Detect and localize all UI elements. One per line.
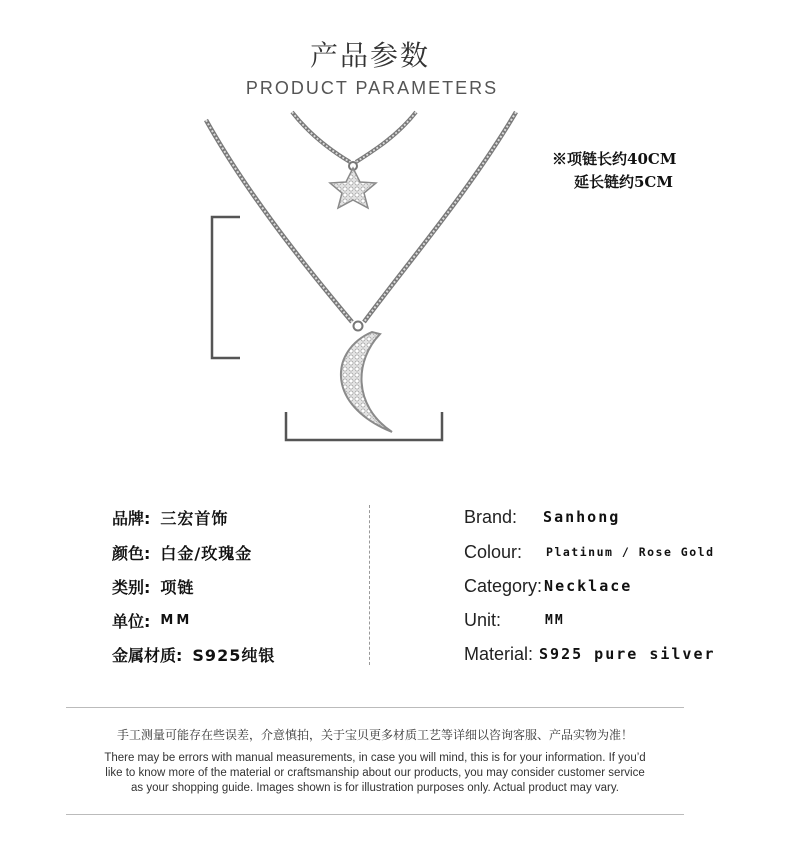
moon-pendant-icon xyxy=(341,322,392,433)
spec-value: 三宏首饰 xyxy=(160,508,229,528)
spec-value: Sanhong xyxy=(543,508,621,526)
disclaimer-top-rule xyxy=(66,707,684,708)
spec-label: Unit: xyxy=(464,609,502,630)
spec-value: Necklace xyxy=(544,577,633,595)
spec-en-unit xyxy=(464,607,565,633)
necklace-length-text: ※项链长约40CM xyxy=(552,150,677,168)
spec-en-material xyxy=(464,641,716,667)
spec-label: 金属材质: xyxy=(112,645,183,665)
spec-label: Colour: xyxy=(464,541,523,562)
column-divider xyxy=(369,505,370,665)
spec-cn-unit xyxy=(112,607,192,633)
spec-label: 单位: xyxy=(112,611,151,631)
spec-cn-material xyxy=(112,641,275,667)
spec-cn-brand xyxy=(112,504,228,530)
spec-label: Brand: xyxy=(464,506,518,527)
spec-value: Platinum / Rose Gold xyxy=(546,545,715,559)
disclaimer-bottom-rule xyxy=(66,814,684,815)
spec-en-brand xyxy=(464,504,620,530)
spec-value: S925 pure silver xyxy=(539,645,716,663)
page-title-en: PRODUCT PARAMETERS xyxy=(245,78,499,98)
spec-value: 项链 xyxy=(160,577,195,597)
spec-cn-colour xyxy=(112,539,252,565)
star-pendant-icon xyxy=(330,162,376,208)
height-bracket xyxy=(212,217,240,358)
disclaimer-cn: 手工测量可能存在些误差，介意慎拍，关于宝贝更多材质工艺等详细以咨询客服、产品实物为准！ xyxy=(116,728,633,742)
spec-en-category xyxy=(464,573,632,599)
extension-chain-text: 延长链约5CM xyxy=(574,173,673,191)
spec-label: Category: xyxy=(464,575,543,596)
spec-label: Material: xyxy=(464,643,534,664)
inner-chain xyxy=(292,112,416,162)
spec-value: S925纯银 xyxy=(192,645,276,665)
spec-label: 颜色: xyxy=(112,543,151,563)
spec-cn-category xyxy=(112,573,194,599)
spec-value: MM xyxy=(545,612,565,628)
disclaimer-en-line: as your shopping guide. Images shown is for illustration purposes only. Actual product may vary. xyxy=(131,782,619,794)
spec-value: MM xyxy=(160,612,193,628)
spec-label: 品牌: xyxy=(112,508,151,528)
page-title-cn: 产品参数 xyxy=(309,39,430,72)
spec-en-colour xyxy=(464,539,715,565)
outer-chain xyxy=(206,112,516,322)
disclaimer-en xyxy=(70,751,680,796)
spec-value: 白金/玫瑰金 xyxy=(160,543,253,563)
spec-label: 类别: xyxy=(112,577,151,597)
length-note xyxy=(552,148,676,194)
disclaimer-en-line: like to know more of the material or craftsmanship about our products, you may consider customer service xyxy=(105,767,645,779)
disclaimer-en-line: There may be errors with manual measurements, in case you will mind, this is for your information. If you’d xyxy=(104,752,646,764)
